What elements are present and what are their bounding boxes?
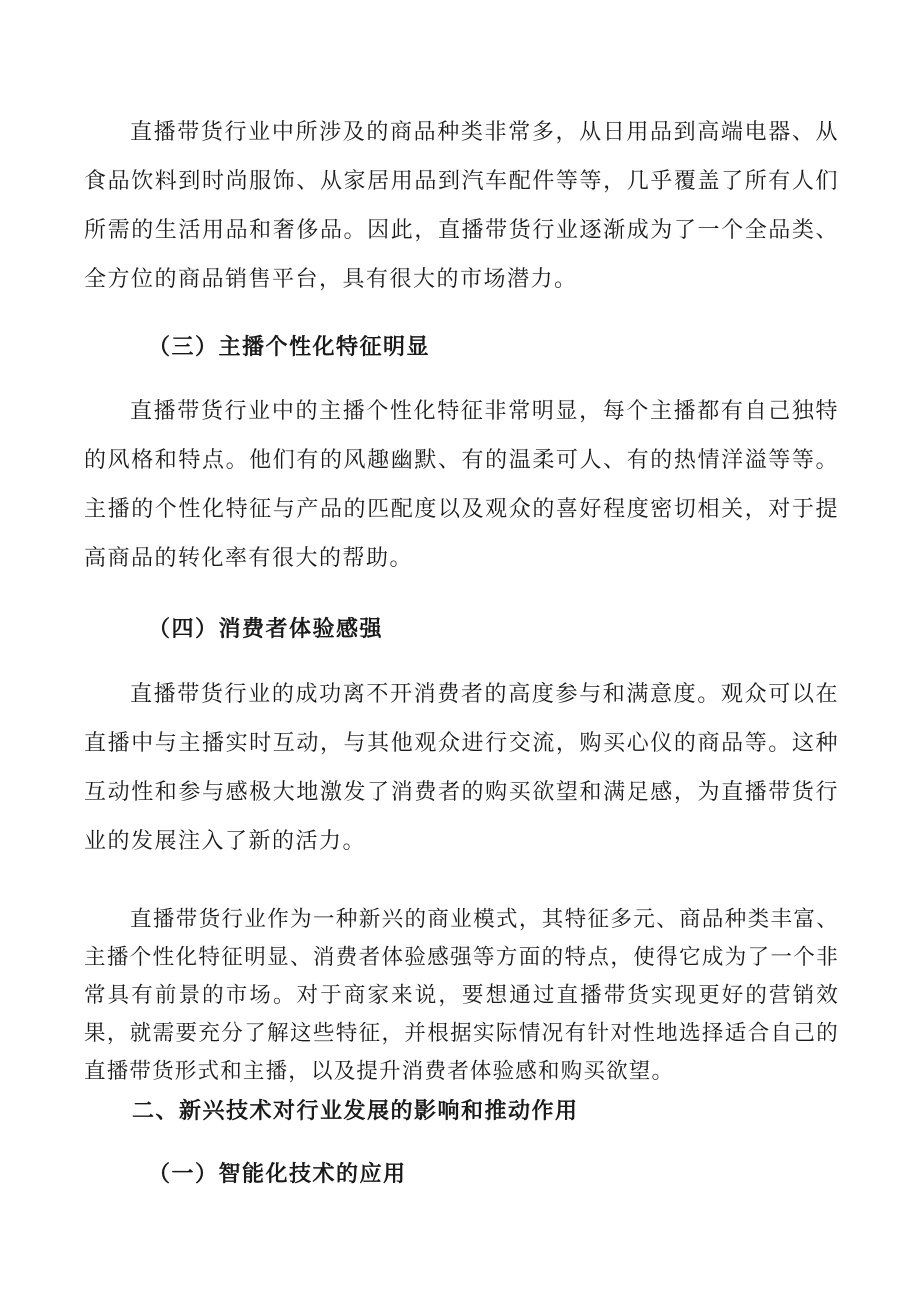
paragraph-product-variety: 直播带货行业中所涉及的商品种类非常多，从日用品到高端电器、从食品饮料到时尚服饰、从家居用品到汽车配件等等，几乎覆盖了所有人们所需的生活用品和奢侈品。因此，直播带货行业逐渐成为了一个全品类、全方位的商品销售平台，具有很大的市场潜力。 — [84, 120, 839, 292]
paragraph-anchor-personalization: 直播带货行业中的主播个性化特征非常明显，每个主播都有自己独特的风格和特点。他们有的风趣幽默、有的温柔可人、有的热情洋溢等等。主播的个性化特征与产品的匹配度以及观众的喜好程度密切相关，对于提高商品的转化率有很大的帮助。 — [84, 399, 839, 571]
paragraph-consumer-experience: 直播带货行业的成功离不开消费者的高度参与和满意度。观众可以在直播中与主播实时互动，与其他观众进行交流，购买心仪的商品等。这种互动性和参与感极大地激发了消费者的购买欲望和满足感，为直播带货行业的发展注入了新的活力。 — [84, 682, 839, 854]
subsection-title-intelligent-tech: （一）智能化技术的应用 — [148, 1161, 407, 1187]
heading-anchor-personalization: （三）主播个性化特征明显 — [148, 334, 431, 360]
section-title-emerging-tech: 二、新兴技术对行业发展的影响和推动作用 — [132, 1098, 579, 1124]
paragraph-summary: 直播带货行业作为一种新兴的商业模式，其特征多元、商品种类丰富、主播个性化特征明显、消费者体验感强等方面的特点，使得它成为了一个非常具有前景的市场。对于商家来说，要想通过直播带货实现更好的营销效果，就需要充分了解这些特征，并根据实际情况有针对性地选择适合自己的直播带货形式和主播，以及提升消费者体验感和购买欲望。 — [84, 907, 839, 1084]
heading-consumer-experience: （四）消费者体验感强 — [148, 616, 384, 642]
